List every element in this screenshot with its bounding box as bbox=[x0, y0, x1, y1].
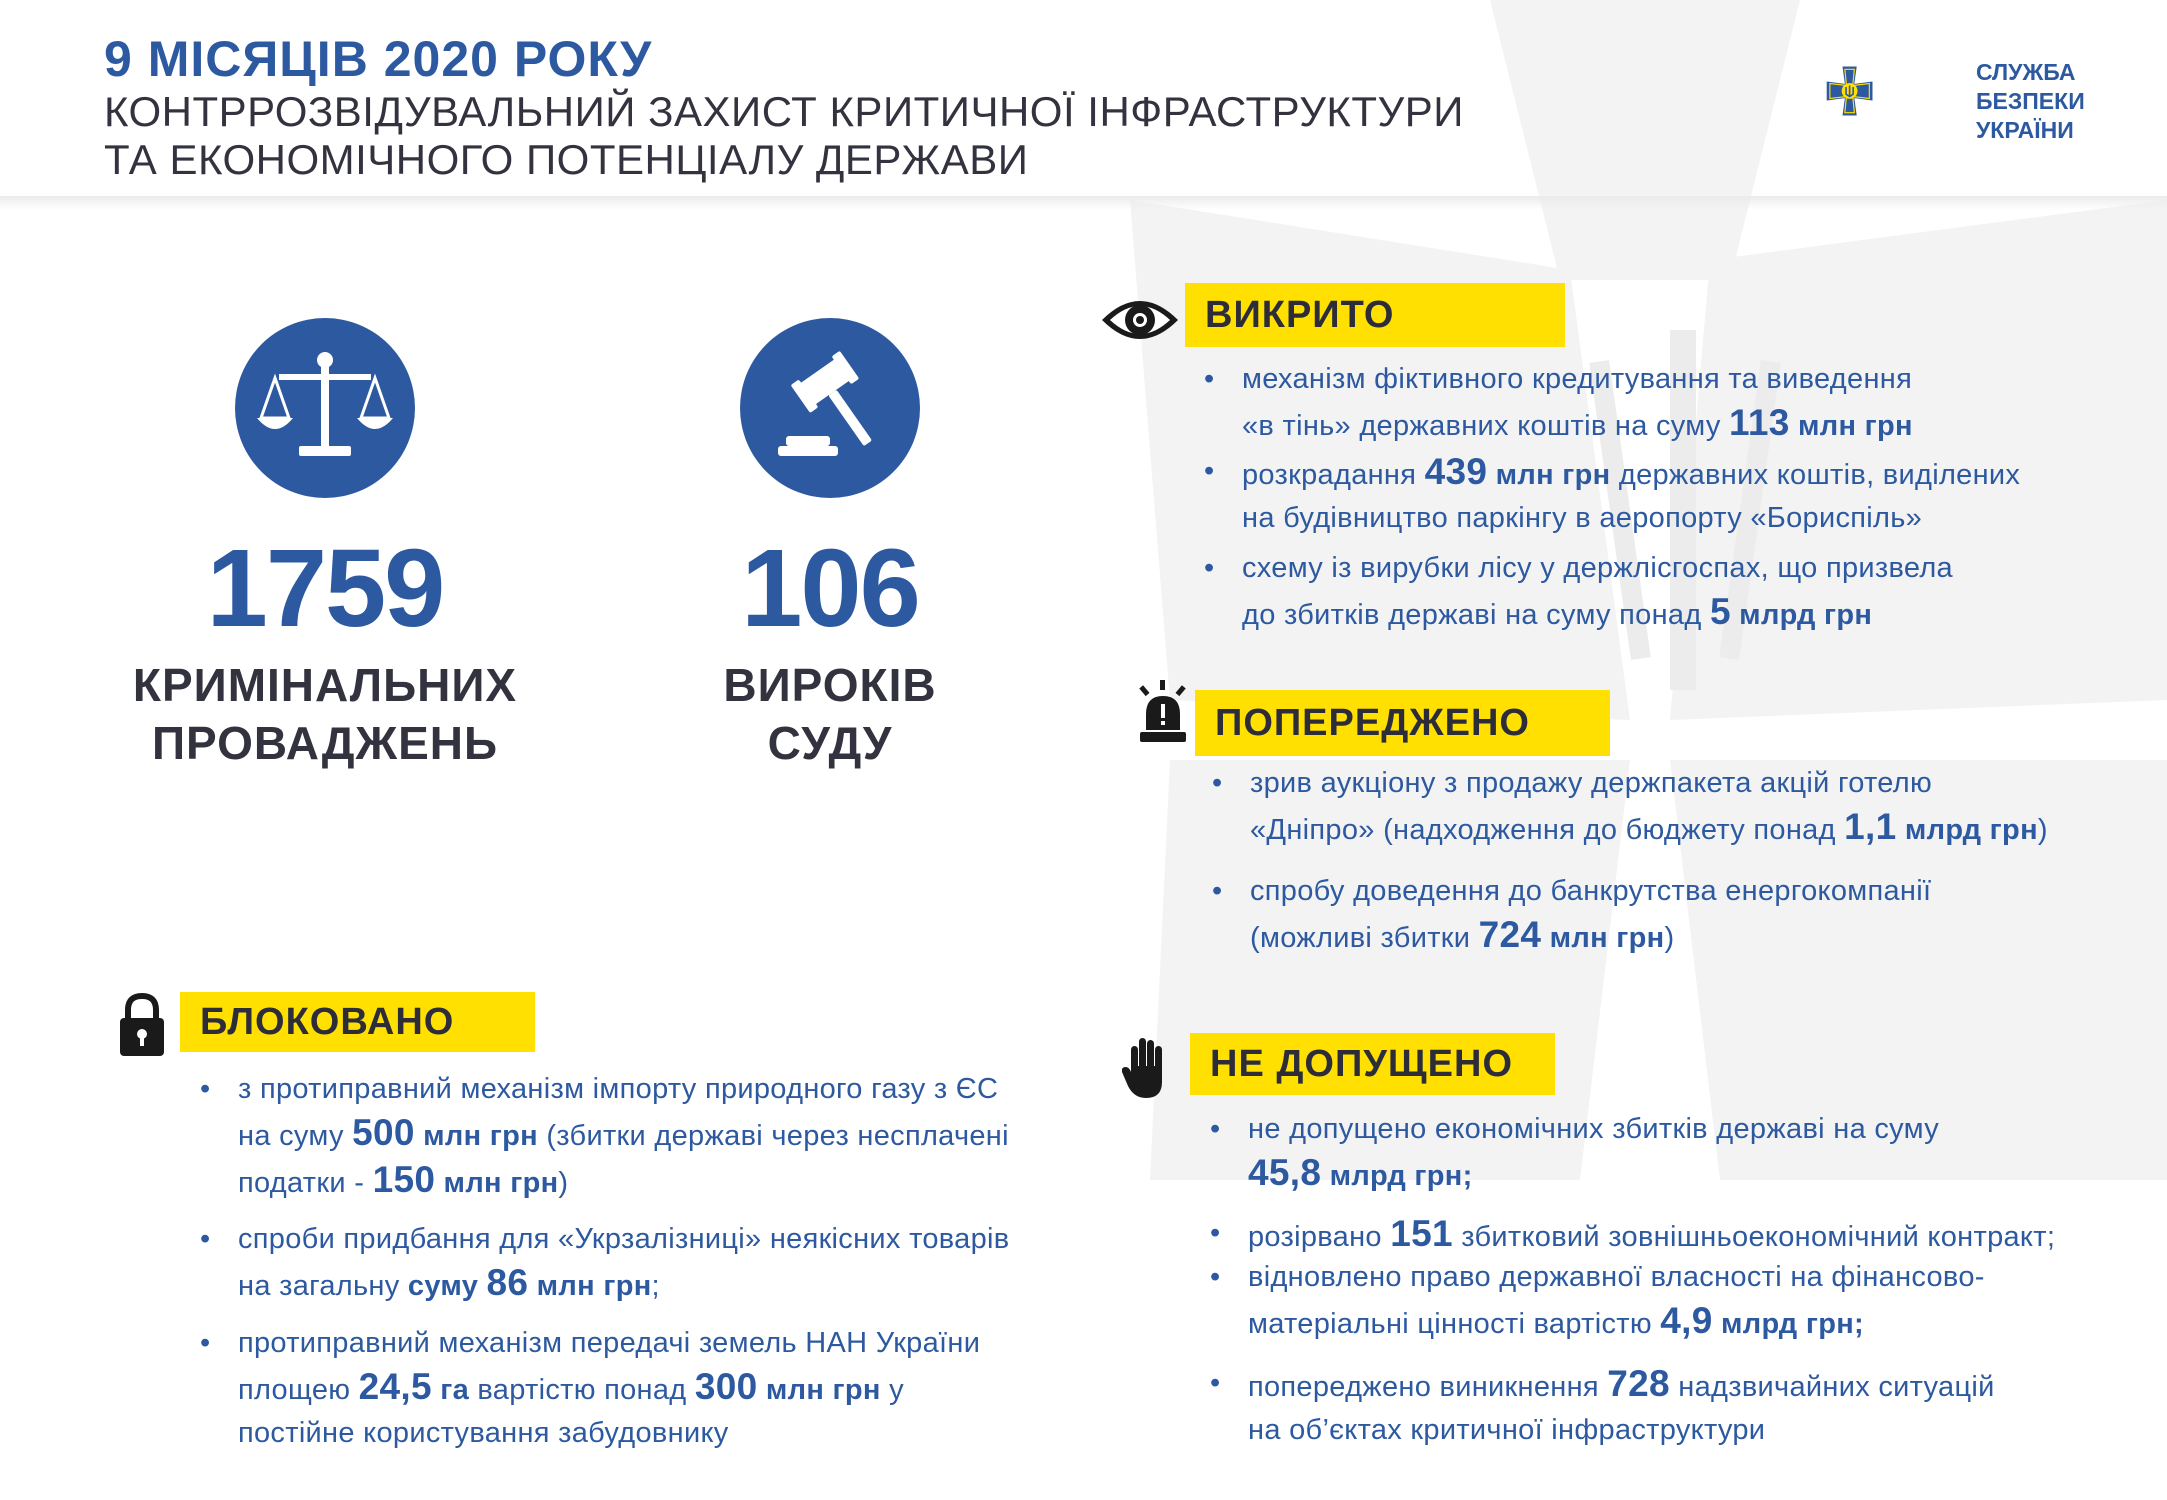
item-line bbox=[1250, 913, 1931, 960]
item-text: вартістю понад bbox=[469, 1374, 695, 1406]
item-number: 24,5 bbox=[358, 1366, 432, 1407]
item-text: площею bbox=[238, 1374, 359, 1406]
item-text: ) bbox=[1664, 922, 1675, 954]
item-unit: млрд грн; bbox=[1321, 1160, 1473, 1192]
bullet: • bbox=[1210, 1217, 1221, 1249]
section-title-blocked: БЛОКОВАНО bbox=[180, 992, 535, 1052]
stat-label-line: ВИРОКІВ bbox=[723, 659, 937, 711]
page-subtitle bbox=[104, 88, 1464, 184]
item-line bbox=[1242, 590, 1953, 637]
sbu-logo-text bbox=[1976, 58, 2085, 145]
hand-stop-icon bbox=[1122, 1036, 1172, 1100]
subtitle-line: КОНТРРОЗВІДУВАЛЬНИЙ ЗАХИСТ КРИТИЧНОЇ ІНФРАСТРУКТУРИ bbox=[104, 88, 1464, 135]
item-number: 4,9 bbox=[1660, 1300, 1713, 1341]
item-unit: млн грн bbox=[1789, 410, 1913, 442]
bullet: • bbox=[1210, 1261, 1221, 1293]
item-line bbox=[1242, 450, 2020, 497]
stat-criminal-cases-value: 1759 bbox=[206, 527, 444, 650]
logo-line: УКРАЇНИ bbox=[1976, 117, 2074, 143]
item-number: 150 bbox=[372, 1159, 436, 1200]
item-unit: млн грн bbox=[528, 1270, 652, 1302]
item-line: спроби придбання для «Укрзалізниці» неякісних товарів bbox=[238, 1223, 1010, 1255]
item-number: 724 bbox=[1478, 914, 1542, 955]
item-unit: млрд грн bbox=[1896, 814, 2038, 846]
sbu-logo-icon bbox=[1820, 26, 1970, 156]
item-number: 113 bbox=[1729, 402, 1790, 443]
list-item bbox=[1204, 358, 1913, 448]
bullet: • bbox=[1204, 363, 1215, 395]
item-text: розірвано bbox=[1248, 1221, 1391, 1253]
item-unit: млн грн bbox=[1487, 459, 1611, 491]
list-item bbox=[1212, 762, 2048, 852]
page-title: 9 МІСЯЦІВ 2020 РОКУ bbox=[104, 31, 653, 87]
list-item bbox=[1204, 547, 1953, 637]
item-unit: млн грн bbox=[757, 1374, 881, 1406]
item-text: державних коштів, виділених bbox=[1610, 459, 2021, 491]
item-text: на загальну bbox=[238, 1270, 408, 1302]
stat-label-line: КРИМІНАЛЬНИХ bbox=[132, 659, 518, 711]
bullet: • bbox=[1210, 1113, 1221, 1145]
item-unit: млн грн bbox=[414, 1120, 538, 1152]
item-text: збитковий зовнішньоекономічний контракт; bbox=[1452, 1221, 2056, 1253]
item-unit: млрд грн bbox=[1730, 599, 1873, 631]
item-line: протиправний механізм передачі земель НАН України bbox=[238, 1327, 981, 1359]
item-line: схему із вирубки лісу у держлісгоспах, що призвела bbox=[1242, 552, 1953, 584]
bullet: • bbox=[1204, 552, 1215, 584]
list-item bbox=[1210, 1212, 2056, 1259]
item-text: ; bbox=[651, 1270, 660, 1302]
item-line: постійне користування забудовнику bbox=[238, 1417, 729, 1449]
list-item bbox=[200, 1218, 1010, 1308]
item-text: ) bbox=[558, 1167, 569, 1199]
item-line bbox=[238, 1111, 1009, 1158]
item-number: 5 bbox=[1709, 591, 1731, 632]
item-text: у bbox=[880, 1374, 904, 1406]
gavel-icon bbox=[740, 318, 920, 498]
list-item bbox=[1210, 1108, 1939, 1198]
item-number: 1,1 bbox=[1844, 806, 1897, 847]
bullet: • bbox=[1204, 455, 1215, 487]
item-text: податки - bbox=[238, 1167, 373, 1199]
header-divider bbox=[0, 196, 2167, 210]
item-number: 500 bbox=[352, 1112, 415, 1153]
item-line bbox=[1248, 1362, 1995, 1409]
item-text: ) bbox=[2037, 814, 2048, 846]
item-text: «Дніпро» (надходження до бюджету понад bbox=[1250, 814, 1845, 846]
stat-label-line: СУДУ bbox=[767, 717, 893, 769]
bullet: • bbox=[200, 1073, 211, 1105]
list-item bbox=[200, 1068, 1009, 1205]
bullet: • bbox=[1210, 1367, 1221, 1399]
item-line: не допущено економічних збитків державі на суму bbox=[1248, 1113, 1939, 1145]
scales-icon bbox=[235, 318, 415, 498]
item-unit: млн грн bbox=[1541, 922, 1665, 954]
stat-verdicts-label bbox=[600, 656, 1060, 772]
item-unit: га bbox=[431, 1374, 470, 1406]
item-line: спробу доведення до банкрутства енергокомпанії bbox=[1250, 875, 1932, 907]
bullet: • bbox=[200, 1327, 211, 1359]
item-line: на будівництво паркінгу в аеропорту «Бориспіль» bbox=[1242, 502, 1923, 534]
section-title-not-allowed: НЕ ДОПУЩЕНО bbox=[1190, 1033, 1555, 1095]
item-line: механізм фіктивного кредитування та виведення bbox=[1242, 363, 1913, 395]
item-unit: млн грн bbox=[435, 1167, 559, 1199]
item-line bbox=[1242, 401, 1913, 448]
list-item bbox=[1212, 870, 1932, 960]
bullet: • bbox=[1212, 767, 1223, 799]
item-text: (можливі збитки bbox=[1250, 922, 1479, 954]
bullet: • bbox=[1212, 875, 1223, 907]
item-number: 728 bbox=[1607, 1363, 1670, 1404]
siren-icon bbox=[1138, 680, 1188, 744]
stat-criminal-cases-label bbox=[95, 656, 555, 772]
section-title-prevented: ПОПЕРЕДЖЕНО bbox=[1195, 690, 1610, 756]
item-line: з протиправний механізм імпорту природного газу з ЄС bbox=[238, 1073, 999, 1105]
item-text: до збитків державі на суму понад bbox=[1242, 599, 1710, 631]
item-line bbox=[1248, 1299, 1985, 1346]
item-text: попереджено виникнення bbox=[1248, 1371, 1608, 1403]
list-item bbox=[200, 1322, 981, 1455]
item-line: зрив аукціону з продажу держпакета акцій готелю bbox=[1250, 767, 1933, 799]
section-title-exposed: ВИКРИТО bbox=[1185, 283, 1565, 347]
item-number: 439 bbox=[1424, 451, 1488, 492]
bullet: • bbox=[200, 1223, 211, 1255]
item-text: (збитки державі через несплачені bbox=[537, 1120, 1009, 1152]
item-text: матеріальні цінності вартістю bbox=[1248, 1308, 1661, 1340]
item-line bbox=[238, 1261, 1009, 1308]
stat-verdicts-value: 106 bbox=[741, 527, 919, 650]
item-number: 300 bbox=[694, 1366, 758, 1407]
subtitle-line: ТА ЕКОНОМІЧНОГО ПОТЕНЦІАЛУ ДЕРЖАВИ bbox=[104, 136, 1029, 183]
item-line bbox=[238, 1158, 1009, 1205]
list-item bbox=[1210, 1362, 1995, 1452]
item-line bbox=[238, 1365, 980, 1412]
item-line bbox=[1248, 1151, 1939, 1198]
item-text: на суму bbox=[238, 1120, 353, 1152]
item-bold-text: суму bbox=[407, 1270, 479, 1302]
eye-icon bbox=[1100, 290, 1180, 350]
item-text: «в тінь» державних коштів на суму bbox=[1242, 410, 1730, 442]
item-number: 86 bbox=[486, 1262, 529, 1303]
item-text: розкрадання bbox=[1242, 459, 1425, 491]
list-item bbox=[1210, 1256, 1985, 1346]
item-line: на об’єктах критичної інфраструктури bbox=[1248, 1414, 1766, 1446]
logo-line: БЕЗПЕКИ bbox=[1976, 88, 2085, 114]
item-text: надзвичайних ситуацій bbox=[1669, 1371, 1995, 1403]
stat-label-line: ПРОВАДЖЕНЬ bbox=[151, 717, 499, 769]
item-number: 45,8 bbox=[1248, 1152, 1322, 1193]
item-line: відновлено право державної власності на фінансово- bbox=[1248, 1261, 1985, 1293]
list-item bbox=[1204, 450, 2021, 540]
item-number: 151 bbox=[1390, 1213, 1453, 1254]
logo-line: СЛУЖБА bbox=[1976, 59, 2076, 85]
lock-icon bbox=[118, 992, 166, 1058]
item-line bbox=[1250, 805, 2048, 852]
item-line bbox=[1248, 1212, 2055, 1259]
item-unit: млрд грн; bbox=[1712, 1308, 1864, 1340]
